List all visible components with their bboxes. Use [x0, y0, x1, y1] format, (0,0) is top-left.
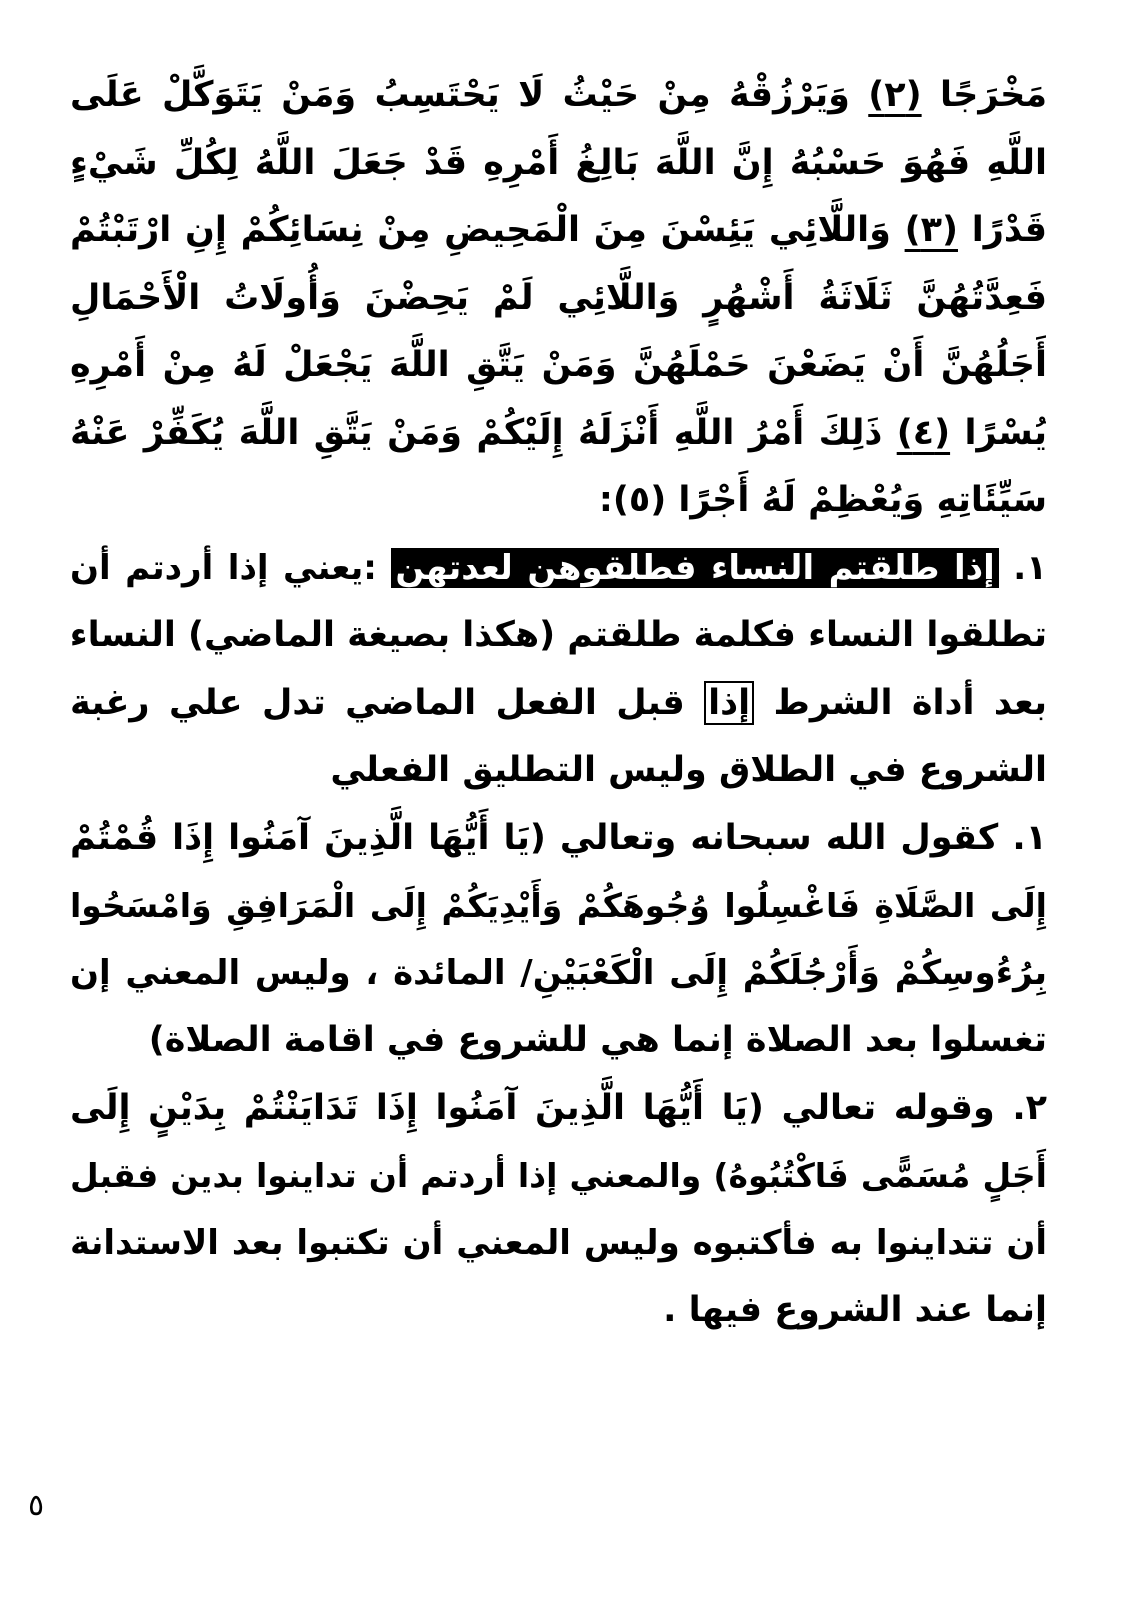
- verse-text: وَيَرْزُقْهُ مِنْ حَيْثُ لَا يَحْتَسِبُ وَمَنْ يَتَوَكَّلْ عَلَى: [70, 75, 869, 115]
- section-text: بعد أداة الشرط: [754, 682, 1048, 723]
- highlighted-heading: إذا طلقتم النساء فطلقوهن لعدتهن: [391, 548, 998, 588]
- verse-line: [70, 265, 1047, 333]
- example2-line: أن تتداينوا به فأكتبوه وليس المعني أن تكتبوا بعد الاستدانة: [70, 1222, 1047, 1263]
- section1-line: الشروع في الطلاق وليس التطليق الفعلي: [330, 750, 1047, 790]
- section1-line: [70, 535, 1047, 603]
- verse-text: وَاللَّائِي يَئِسْنَ مِنَ الْمَحِيضِ مِنْ نِسَائِكُمْ إِنِ ارْتَبْتُمْ: [70, 210, 905, 250]
- verse-line: [70, 400, 1047, 468]
- example1-line: إِلَى الصَّلَاةِ فَاغْسِلُوا وُجُوهَكُمْ وَأَيْدِيَكُمْ إِلَى الْمَرَافِقِ وَامْسَحُوا: [70, 886, 1047, 925]
- example1-line: ١. كقول الله سبحانه وتعالي (يَا أَيُّهَا الَّذِينَ آمَنُوا إِذَا قُمْتُمْ: [70, 817, 1047, 858]
- verse-text: اللَّهِ فَهُوَ حَسْبُهُ إِنَّ اللَّهَ بَالِغُ أَمْرِهِ قَدْ جَعَلَ اللَّهُ لِكُلِّ شَيْءٍ: [70, 142, 1047, 183]
- example2-line: أَجَلٍ مُسَمًّى فَاكْتُبُوهُ) والمعني إذا أردتم أن تداينوا بدين فقبل: [70, 1156, 1047, 1195]
- example2-line: إنما عند الشروع فيها .: [663, 1290, 1047, 1330]
- verse-line: [70, 130, 1047, 198]
- boxed-word: إذا: [704, 681, 754, 725]
- example2-line: ٢. وقوله تعالي (يَا أَيُّهَا الَّذِينَ آمَنُوا إِذَا تَدَايَنْتُمْ بِدَيْنٍ إِلَى: [70, 1087, 1047, 1128]
- verse-text: مَخْرَجًا: [921, 75, 1047, 115]
- section-text: قبل الفعل الماضي تدل علي رغبة: [70, 682, 705, 723]
- example1-line: تغسلوا بعد الصلاة إنما هي للشروع في اقامة الصلاة): [148, 1020, 1047, 1060]
- section1-line: [70, 670, 1047, 738]
- verse-text: ذَلِكَ أَمْرُ اللَّهِ أَنْزَلَهُ إِلَيْكُمْ وَمَنْ يَتَّقِ اللَّهَ يُكَفِّرْ عَنْهُ: [70, 412, 897, 453]
- verse-text: يُسْرًا: [950, 412, 1048, 453]
- section-text: :يعني إذا أردتم أن: [70, 547, 392, 588]
- section-number: ١.: [998, 547, 1047, 588]
- verse-text: أَجَلُهُنَّ أَنْ يَضَعْنَ حَمْلَهُنَّ وَمَنْ يَتَّقِ اللَّهَ يَجْعَلْ لَهُ مِنْ أَمْرِهِ: [70, 345, 1047, 385]
- verse-text: فَعِدَّتُهُنَّ ثَلَاثَةُ أَشْهُرٍ وَاللَّائِي لَمْ يَحِضْنَ وَأُولَاتُ الْأَحْمَالِ: [70, 277, 1047, 318]
- verse-number: (٣): [904, 210, 958, 250]
- verse-line: [70, 62, 1047, 130]
- page-body: [70, 62, 1047, 1345]
- example1-line: بِرُءُوسِكُمْ وَأَرْجُلَكُمْ إِلَى الْكَعْبَيْنِ/ المائدة ، وليس المعني إن: [70, 952, 1047, 993]
- verse-line: [70, 332, 1047, 400]
- verse-line: [70, 197, 1047, 265]
- verse-text: قَدْرًا: [957, 210, 1047, 250]
- section1-line: تطلقوا النساء فكلمة طلقتم (هكذا بصيغة الماضي) النساء: [69, 615, 1047, 655]
- verse-text: سَيِّئَاتِهِ وَيُعْظِمْ لَهُ أَجْرًا (٥):: [598, 480, 1047, 520]
- verse-number: (٤): [896, 412, 951, 453]
- verse-line: [70, 467, 1047, 535]
- page-number: ٥: [28, 1488, 45, 1523]
- verse-number: (٢): [868, 75, 922, 115]
